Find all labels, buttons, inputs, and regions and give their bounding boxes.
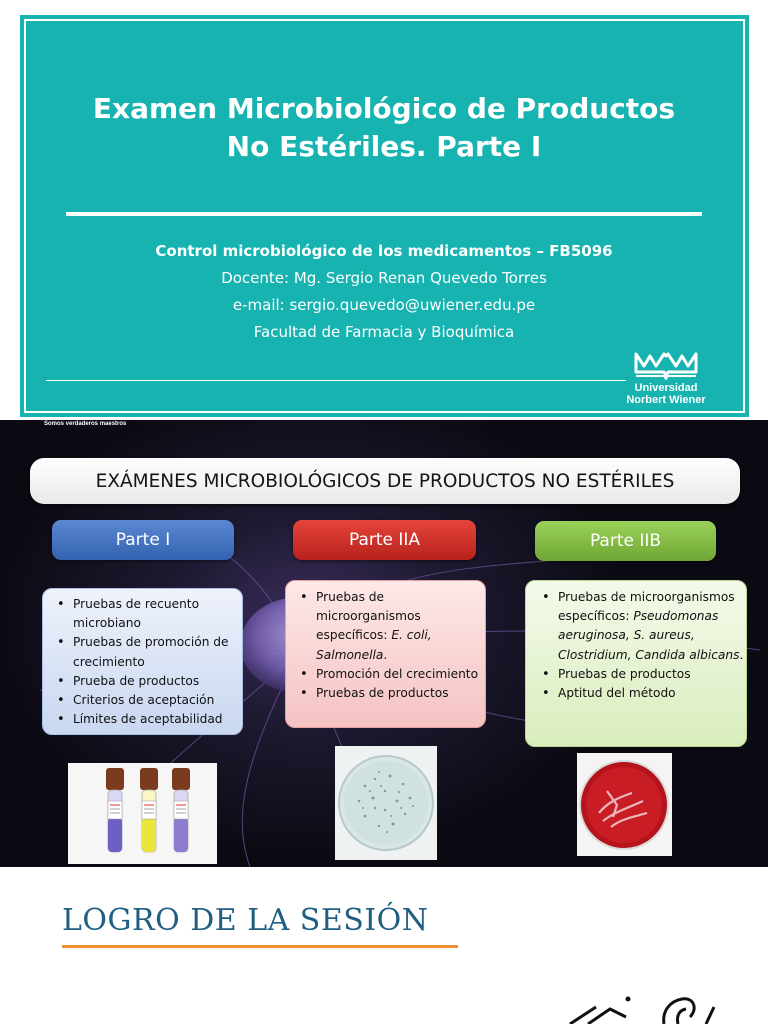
faculty-name: Facultad de Farmacia y Bioquímica bbox=[253, 323, 515, 341]
list-item-organisms: Pseudomonas aeruginosa, S. aureus, Clostridium, Candida albicans bbox=[558, 609, 740, 662]
slide-title bbox=[0, 90, 768, 166]
list-item: • Prueba de productos bbox=[73, 672, 242, 691]
slide-title-line-1: Examen Microbiológico de Productos bbox=[92, 92, 676, 125]
list-item bbox=[316, 588, 485, 665]
part-2a-list bbox=[285, 580, 486, 728]
list-item-tail: . bbox=[739, 647, 744, 662]
tagline: Somos verdaderos maestros bbox=[44, 421, 127, 427]
goal-title: LOGRO DE LA SESIÓN bbox=[62, 903, 429, 938]
university-logo bbox=[606, 352, 726, 412]
footer-divider bbox=[46, 380, 626, 381]
course-info bbox=[0, 238, 768, 346]
list-item: • Pruebas de recuento microbiano bbox=[73, 595, 242, 633]
list-item-text: Pruebas de microorganismos específicos: bbox=[316, 590, 421, 643]
list-item: • Pruebas de promoción de crecimiento bbox=[73, 633, 242, 671]
overview-header: EXÁMENES MICROBIOLÓGICOS DE PRODUCTOS NO ESTÉRILES bbox=[30, 458, 740, 504]
part-2b-list bbox=[525, 580, 747, 747]
list-item: • Criterios de aceptación bbox=[73, 691, 242, 710]
list-item: • Aptitud del método bbox=[558, 684, 746, 703]
list-item-text: Pruebas de microorganismos específicos: bbox=[558, 590, 735, 624]
target-icon bbox=[566, 977, 716, 1024]
blood-agar-image bbox=[577, 753, 672, 856]
title-slide bbox=[0, 0, 768, 420]
list-item: • Límites de aceptabilidad bbox=[73, 710, 242, 729]
course-name: Control microbiológico de los medicamentos – FB5096 bbox=[155, 242, 613, 260]
overview-slide bbox=[0, 420, 768, 867]
part-2a-label: Parte IIA bbox=[293, 520, 476, 560]
part-1-list bbox=[42, 588, 243, 735]
part-2b-label: Parte IIB bbox=[535, 521, 716, 561]
logo-line-2: Norbert Wiener bbox=[626, 394, 706, 406]
slide-title-line-2: No Estériles. Parte I bbox=[226, 130, 542, 163]
teacher-name: Docente: Mg. Sergio Renan Quevedo Torres bbox=[221, 269, 547, 287]
petri-dish-image bbox=[335, 746, 437, 860]
book-logo-icon bbox=[634, 352, 698, 380]
list-item: • Promoción del crecimiento bbox=[316, 665, 485, 684]
vials-image bbox=[68, 763, 217, 864]
goal-title-underline bbox=[62, 945, 458, 948]
logo-line-1: Universidad bbox=[634, 382, 698, 394]
list-item: • Pruebas de productos bbox=[558, 665, 746, 684]
title-divider bbox=[66, 212, 702, 216]
list-item: • Pruebas de productos bbox=[316, 684, 485, 703]
list-item-organisms: E. coli, Salmonella bbox=[316, 628, 432, 662]
part-1-label: Parte I bbox=[52, 520, 234, 560]
goal-slide bbox=[0, 867, 768, 1024]
teacher-email: e-mail: sergio.quevedo@uwiener.edu.pe bbox=[232, 296, 536, 314]
list-item bbox=[558, 588, 746, 665]
list-item-tail: . bbox=[383, 647, 388, 662]
